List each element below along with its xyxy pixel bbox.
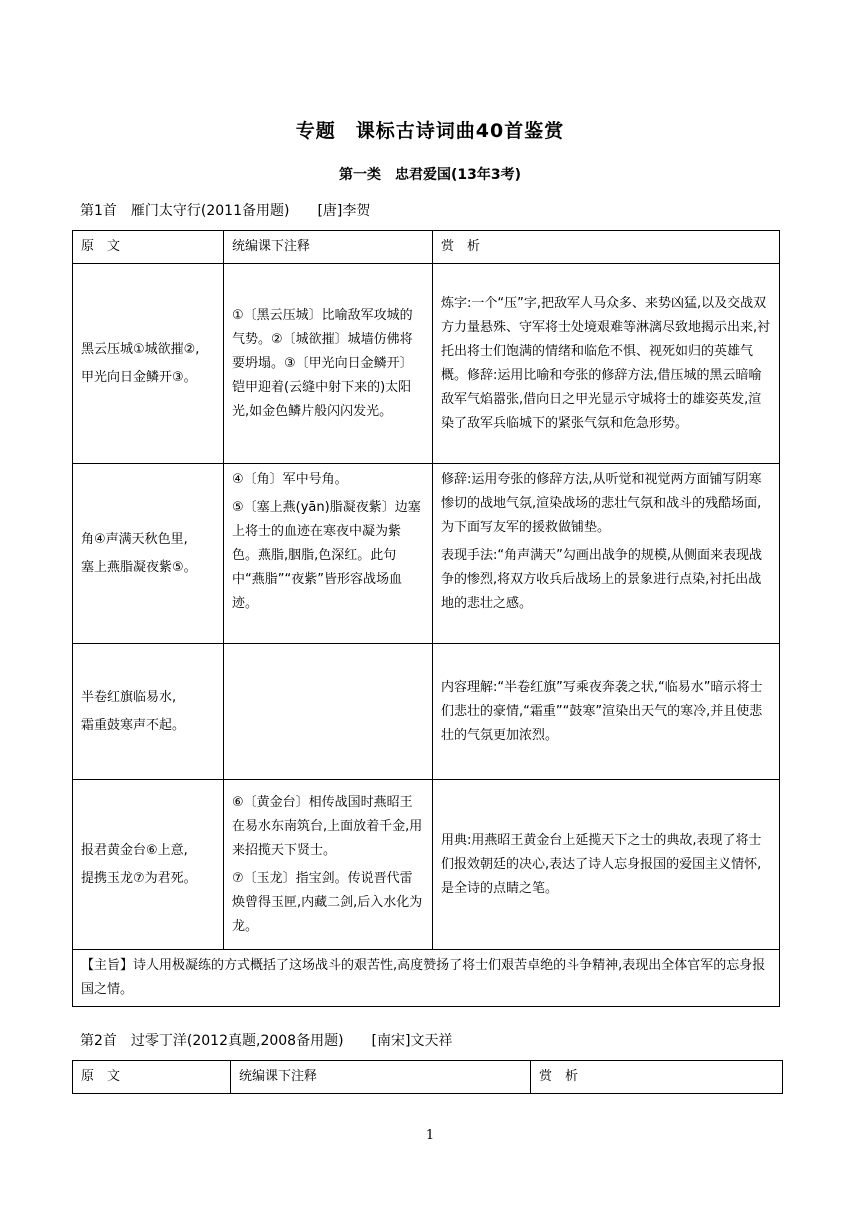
notes-cell xyxy=(224,780,433,950)
header-notes: 统编课下注释 xyxy=(231,1061,531,1094)
page-number: 1 xyxy=(425,1128,435,1143)
note-text: ⑤〔塞上燕(yān)脂凝夜紫〕边塞上将士的血迹在寒夜中凝为紫色。燕脂,胭脂,色深红。此句中“燕脂”“夜紫”皆形容战场血迹。 xyxy=(232,500,421,611)
original-line: 黑云压城①城欲摧②, xyxy=(81,341,200,357)
original-line: 报君黄金台⑥上意, xyxy=(81,842,188,858)
original-line: 甲光向日金鳞开③。 xyxy=(81,369,197,385)
header-analysis: 赏 析 xyxy=(531,1061,783,1094)
analysis-text: 炼字:一个“压”字,把敌军人马众多、来势凶猛,以及交战双方力量悬殊、守军将士处境艰难等淋漓尽致地揭示出来,衬托出将士们饱满的情绪和临危不惧、视死如归的英雄气概。修辞:运用比喻和夸张的修辞方法,借压城的黑云暗喻敌军气焰嚣张,借向日之甲光显示守城将士的雄姿英发,渲染了敌军兵临城下的紧张气氛和危急形势。 xyxy=(441,295,771,431)
analysis-cell xyxy=(433,644,780,780)
original-cell xyxy=(73,464,224,644)
table-row xyxy=(73,644,780,780)
table-row xyxy=(73,264,780,464)
analysis-text: 表现手法:“角声满天”勾画出战争的规模,从侧面来表现战争的惨烈,将双方收兵后战场上的景象进行点染,衬托出战地的悲壮之感。 xyxy=(441,548,762,611)
header-original: 原 文 xyxy=(73,1061,231,1094)
original-cell xyxy=(73,780,224,950)
original-cell xyxy=(73,644,224,780)
original-line: 角④声满天秋色里, xyxy=(81,531,188,547)
poem-2-heading: 第2首 过零丁洋(2012真题,2008备用题) [南宋]文天祥 xyxy=(80,1033,453,1049)
notes-cell xyxy=(224,264,433,464)
analysis-text: 修辞:运用夸张的修辞方法,从听觉和视觉两方面铺写阴寒惨切的战地气氛,渲染战场的悲壮气氛和战斗的残酷场面,为下面写友军的援救做铺垫。 xyxy=(441,472,762,535)
theme-row xyxy=(73,950,780,1007)
header-notes: 统编课下注释 xyxy=(224,231,433,264)
page-title: 专题 课标古诗词曲40首鉴赏 xyxy=(295,120,565,142)
notes-cell xyxy=(224,464,433,644)
note-text: ⑦〔玉龙〕指宝剑。传说晋代雷焕曾得玉匣,内藏二剑,后入水化为龙。 xyxy=(232,870,423,934)
original-line: 塞上燕脂凝夜紫⑤。 xyxy=(81,559,197,575)
analysis-text: 内容理解:“半卷红旗”写乘夜奔袭之状,“临易水”暗示将士们悲壮的豪情,“霜重”“鼓寒”渲染出天气的寒冷,并且使悲壮的气氛更加浓烈。 xyxy=(441,679,763,743)
table-header-row xyxy=(73,231,780,264)
theme-cell: 【主旨】诗人用极凝练的方式概括了这场战斗的艰苦性,高度赞扬了将士们艰苦卓绝的斗争精神,表现出全体官军的忘身报国之情。 xyxy=(73,950,780,1007)
poem-2-table xyxy=(72,1060,783,1094)
analysis-cell xyxy=(433,464,780,644)
note-text: ④〔角〕军中号角。 xyxy=(232,472,348,487)
note-text: ⑥〔黄金台〕相传战国时燕昭王在易水东南筑台,上面放着千金,用来招揽天下贤士。 xyxy=(232,794,423,858)
table-header-row xyxy=(73,1061,783,1094)
note-text: ①〔黑云压城〕比喻敌军攻城的气势。②〔城欲摧〕城墙仿佛将要坍塌。③〔甲光向日金鳞开〕铠甲迎着(云缝中射下来的)太阳光,如金色鳞片般闪闪发光。 xyxy=(232,307,413,419)
original-line: 提携玉龙⑦为君死。 xyxy=(81,870,197,886)
header-analysis: 赏 析 xyxy=(433,231,780,264)
original-line: 霜重鼓寒声不起。 xyxy=(81,717,186,733)
header-original: 原 文 xyxy=(73,231,224,264)
analysis-cell xyxy=(433,780,780,950)
table-row xyxy=(73,780,780,950)
poem-1-table xyxy=(72,230,780,1007)
original-line: 半卷红旗临易水, xyxy=(81,689,177,705)
poem-1-heading: 第1首 雁门太守行(2011备用题) [唐]李贺 xyxy=(80,203,371,219)
table-row xyxy=(73,464,780,644)
analysis-cell xyxy=(433,264,780,464)
analysis-text: 用典:用燕昭王黄金台上延揽天下之士的典故,表现了将士们报效朝廷的决心,表达了诗人忘身报国的爱国主义情怀,是全诗的点睛之笔。 xyxy=(441,832,762,896)
section-title: 第一类 忠君爱国(13年3考) xyxy=(338,167,522,183)
original-cell xyxy=(73,264,224,464)
notes-cell xyxy=(224,644,433,780)
